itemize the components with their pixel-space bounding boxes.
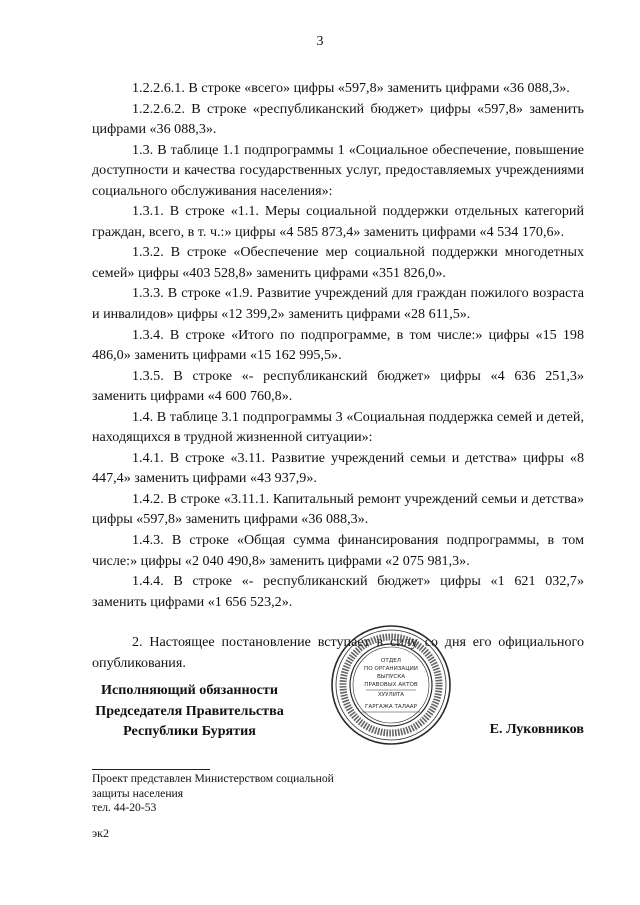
paragraph-1-3-2: 1.3.2. В строке «Обеспечение мер социальной поддержки многодетных семей» цифры «403 528,8» заменить цифрами «351 826,0». — [92, 244, 584, 281]
paragraph-1-4-3: 1.4.3. В строке «Общая сумма финансирования подпрограммы, в том числе:» цифры «2 040 490,8» заменить цифрами «2 075 981,3». — [92, 532, 584, 569]
paragraph-1-4: 1.4. В таблице 3.1 подпрограммы 3 «Социальная поддержка семей и детей, находящихся в трудной жизненной ситуации»: — [92, 408, 584, 446]
signature-title-line-1: Исполняющий обязанности — [101, 682, 278, 698]
footnote — [92, 772, 412, 816]
paragraph-1-3-3: 1.3.3. В строке «1.9. Развитие учреждений для граждан пожилого возраста и инвалидов» цифры «12 399,2» заменить цифрами «28 611,5». — [92, 285, 584, 323]
signature-title-line-2: Председателя Правительства — [95, 702, 284, 719]
paragraph-1-3-5: 1.3.5. В строке «- республиканский бюджет» цифры «4 636 251,3» заменить цифрами «4 600 760,8». — [92, 367, 584, 405]
paragraph-1-2-2-6-1: 1.2.2.6.1. В строке «всего» цифры «597,8» заменить цифрами «36 088,3». — [132, 80, 570, 96]
footnote-divider — [92, 769, 210, 770]
page-number: 3 — [316, 34, 324, 49]
footnote-line-1: Проект представлен Министерством социальной — [92, 772, 334, 785]
document-code: эк2 — [92, 826, 109, 840]
paragraph-1-4-4: 1.4.4. В строке «- республиканский бюджет» цифры «1 621 032,7» заменить цифрами «1 656 523,2». — [92, 573, 584, 610]
official-seal-stamp — [330, 624, 452, 746]
paragraph-1-3: 1.3. В таблице 1.1 подпрограммы 1 «Социальное обеспечение, повышение доступности и качества государственных услуг, предоставляемых учреждениями социального обслуживания населения»: — [92, 141, 584, 199]
document-body — [92, 78, 584, 673]
seal-line-4: ПРАВОВЫХ АКТОВ — [364, 682, 418, 688]
signer-name: Е. Луковников — [489, 721, 584, 737]
seal-line-5: ХУУЛИТА — [377, 692, 405, 698]
seal-line-3: ВЫПУСКА — [376, 674, 406, 680]
paragraph-1-4-2: 1.4.2. В строке «3.11.1. Капитальный ремонт учреждений семьи и детства» цифры «597,8» заменить цифрами «36 088,3». — [92, 490, 584, 528]
footnote-line-2: защиты населения — [92, 786, 184, 800]
paragraph-1-2-2-6-2: 1.2.2.6.2. В строке «республиканский бюджет» цифры «597,8» заменить цифрами «36 088,3». — [92, 100, 584, 138]
paragraph-1-4-1: 1.4.1. В строке «3.11. Развитие учреждений семьи и детства» цифры «8 447,4» заменить цифрами «43 937,9». — [92, 449, 584, 487]
paragraph-1-3-4: 1.3.4. В строке «Итого по подпрограмме, в том числе:» цифры «15 198 486,0» заменить цифрами «15 162 995,5». — [92, 326, 584, 364]
signature-title — [92, 680, 287, 742]
signature-title-line-3: Республики Бурятия — [123, 723, 256, 739]
paragraph-1-3-1: 1.3.1. В строке «1.1. Меры социальной поддержки отдельных категорий граждан, всего, в т. ч.:» цифры «4 585 873,4» заменить цифрами «4 534 170,6». — [92, 203, 584, 240]
closing-paragraph: 2. Настоящее постановление вступает в силу со дня его официального опубликования. — [92, 634, 584, 671]
footnote-phone: тел. 44-20-53 — [92, 801, 157, 815]
seal-line-2: ПО ОРГАНИЗАЦИИ — [364, 666, 418, 672]
seal-line-1: ОТДЕЛ — [381, 658, 401, 664]
seal-line-6: ГАРГАЖА ТАЛААР — [365, 704, 417, 710]
